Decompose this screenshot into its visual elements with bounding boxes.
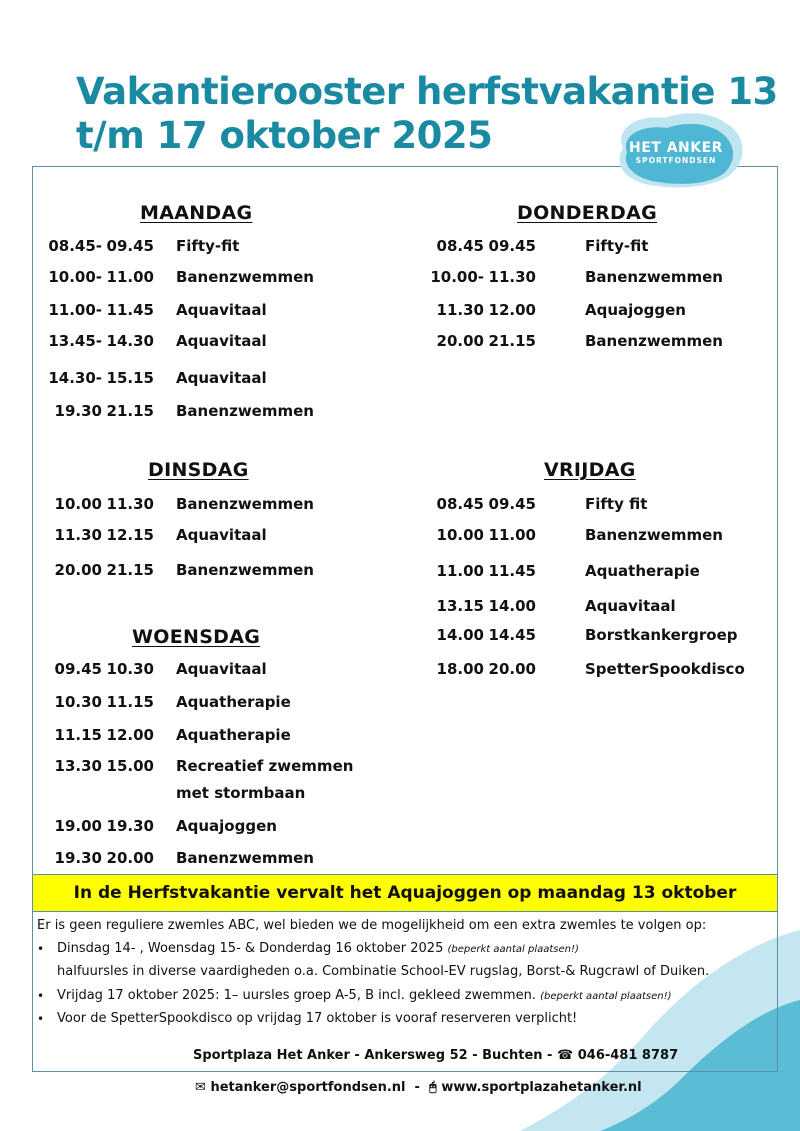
end-time: 21.15 [106,561,154,579]
info-bullet-2-main: Vrijdag 17 oktober 2025: 1– uursles groep A-5, B incl. gekleed zwemmen. [57,988,536,1003]
start-time: 11.00 [436,562,484,580]
day-heading-donderdag: DONDERDAG [517,202,657,224]
info-bullet-2-note: (beperkt aantal plaatsen!) [540,991,672,1002]
end-time: 10.30 [106,660,154,678]
footer-website[interactable]: www.sportplazahetanker.nl [441,1080,642,1095]
end-time: 12.00 [488,301,536,319]
start-time: 08.45 [436,495,484,513]
end-time: 15.15 [106,369,154,387]
day-heading-vrijdag: VRIJDAG [544,459,636,481]
end-time: 12.15 [106,526,154,544]
logo-line-1: HET ANKER [629,140,723,156]
activity: Aquatherapie [176,693,291,711]
activity: Aquavitaal [176,369,267,387]
end-time: 14.00 [488,597,536,615]
bullet-icon: • [37,1012,45,1026]
activity: Banenzwemmen [176,495,314,513]
activity: Borstkankergroep [585,626,738,644]
end-time: 20.00 [106,849,154,867]
footer-address: Sportplaza Het Anker - Ankersweg 52 - Buchten - [193,1048,553,1063]
end-time: 15.00 [106,757,154,775]
end-time: 09.45 [488,495,536,513]
activity: Banenzwemmen [585,332,723,350]
start-time: 10.00 [54,495,102,513]
end-time: 11.15 [106,693,154,711]
info-bullet-1 [57,941,579,956]
activity: Banenzwemmen [585,268,723,286]
start-time: 13.15 [436,597,484,615]
activity: Aquajoggen [585,301,686,319]
activity: Banenzwemmen [176,268,314,286]
start-time: 08.45 [436,237,484,255]
activity: SpetterSpookdisco [585,660,745,678]
start-time: 13.30 [54,757,102,775]
start-time: 19.00 [54,817,102,835]
start-time: 20.00 [54,561,102,579]
info-bullet-3: Voor de SpetterSpookdisco op vrijdag 17 oktober is vooraf reserveren verplicht! [57,1011,578,1026]
activity: Banenzwemmen [176,561,314,579]
activity-continuation: met stormbaan [176,784,306,802]
logo-text [612,140,740,166]
activity: Banenzwemmen [176,849,314,867]
start-time: 10.00- [48,268,102,286]
start-time: 11.15 [54,726,102,744]
activity: Banenzwemmen [176,402,314,420]
info-bullet-1-main: Dinsdag 14- , Woensdag 15- & Donderdag 16 oktober 2025 [57,941,444,956]
footer-email[interactable]: hetanker@sportfondsen.nl [210,1080,406,1095]
end-time: 20.00 [488,660,536,678]
end-time: 14.30 [106,332,154,350]
day-heading-dinsdag: DINSDAG [148,459,249,481]
start-time: 10.30 [54,693,102,711]
end-time: 12.00 [106,726,154,744]
end-time: 21.15 [488,332,536,350]
start-time: 10.00- [430,268,484,286]
end-time: 11.30 [106,495,154,513]
start-time: 11.30 [54,526,102,544]
info-bullet-2 [57,988,672,1003]
title-line-1: Vakantierooster herfstvakantie 13 [76,70,778,113]
activity: Fifty-fit [585,237,649,255]
end-time: 21.15 [106,402,154,420]
start-time: 10.00 [436,526,484,544]
phone-icon: ☎ [557,1048,574,1063]
start-time: 20.00 [436,332,484,350]
logo-line-2: SPORTFONDSEN [635,156,717,165]
day-heading-woensdag: WOENSDAG [132,626,261,648]
footer-contact-line [195,1080,642,1095]
activity: Aquatherapie [585,562,700,580]
title-line-2: t/m 17 oktober 2025 [76,114,493,157]
notice-banner: In de Herfstvakantie vervalt het Aquajoggen op maandag 13 oktober [33,874,777,912]
bullet-icon: • [37,942,45,956]
activity: Aquavitaal [176,660,267,678]
start-time: 19.30 [54,849,102,867]
activity: Aquavitaal [585,597,676,615]
info-bullet-1-note: (beperkt aantal plaatsen!) [447,944,579,955]
end-time: 09.45 [488,237,536,255]
activity: Fifty-fit [176,237,240,255]
activity: Banenzwemmen [585,526,723,544]
end-time: 11.45 [106,301,154,319]
start-time: 14.00 [436,626,484,644]
footer-separator: - [414,1080,420,1095]
end-time: 09.45 [106,237,154,255]
bullet-icon: • [37,989,45,1003]
info-bullet-1-continuation: halfuursles in diverse vaardigheden o.a. Combinatie School-EV rugslag, Borst-& Rugcrawl of Duiken. [57,964,710,979]
activity: Aquajoggen [176,817,277,835]
start-time: 13.45- [48,332,102,350]
activity: Aquavitaal [176,526,267,544]
start-time: 18.00 [436,660,484,678]
activity: Fifty fit [585,495,648,513]
web-icon: 🖰 [429,1080,437,1095]
footer-phone[interactable]: 046-481 8787 [577,1048,679,1063]
start-time: 08.45- [48,237,102,255]
end-time: 14.45 [488,626,536,644]
mail-icon: ✉ [195,1080,206,1095]
end-time: 11.00 [488,526,536,544]
end-time: 11.00 [106,268,154,286]
start-time: 19.30 [54,402,102,420]
start-time: 11.00- [48,301,102,319]
info-intro: Er is geen reguliere zwemles ABC, wel bieden we de mogelijkheid om een extra zwemles te volgen op: [37,918,707,933]
day-heading-maandag: MAANDAG [140,202,253,224]
activity: Aquavitaal [176,332,267,350]
start-time: 11.30 [436,301,484,319]
end-time: 19.30 [106,817,154,835]
activity: Aquavitaal [176,301,267,319]
end-time: 11.45 [488,562,536,580]
start-time: 09.45 [54,660,102,678]
end-time: 11.30 [488,268,536,286]
activity: Recreatief zwemmen [176,757,354,775]
footer-address-line [193,1048,678,1063]
start-time: 14.30- [48,369,102,387]
activity: Aquatherapie [176,726,291,744]
